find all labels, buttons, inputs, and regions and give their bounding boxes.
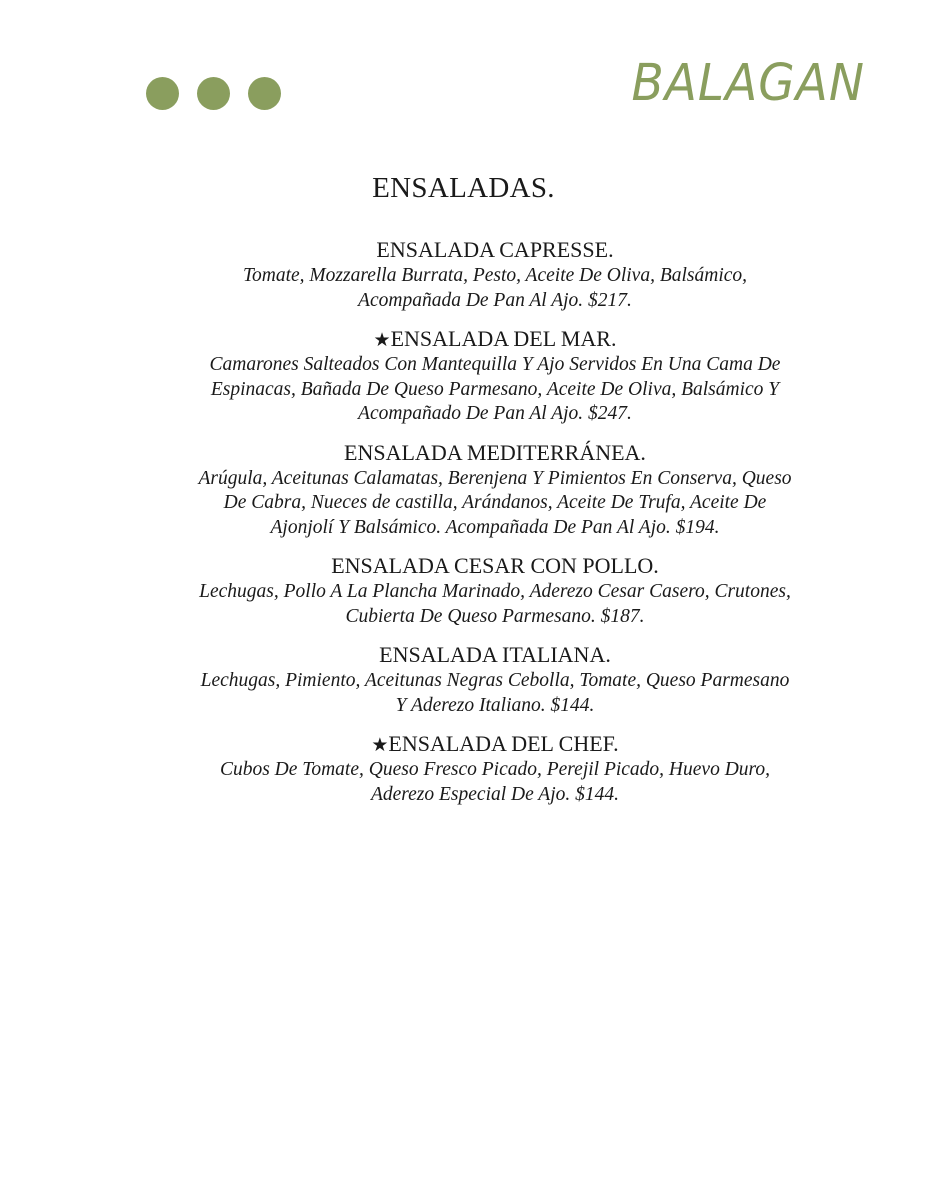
menu-item bbox=[195, 731, 795, 807]
menu-item-description: Camarones Salteados Con Mantequilla Y Ajo Servidos En Una Cama De Espinacas, Bañada De Queso Parmesano, Aceite De Oliva, Balsámico Y Acompañado De Pan Al Ajo. $247. bbox=[209, 354, 781, 424]
star-icon: ★ bbox=[371, 734, 389, 756]
menu-item-description: Lechugas, Pollo A La Plancha Marinado, Aderezo Cesar Casero, Crutones, Cubierta De Queso Parmesano. $187. bbox=[199, 581, 791, 627]
section-title: ENSALADAS. bbox=[372, 172, 555, 204]
menu-item bbox=[195, 642, 795, 718]
menu-item-name: ENSALADA CESAR CON POLLO. bbox=[331, 553, 659, 578]
dot-icon bbox=[197, 77, 230, 110]
menu-item bbox=[195, 326, 795, 427]
menu-item-description: Tomate, Mozzarella Burrata, Pesto, Aceite De Oliva, Balsámico, Acompañada De Pan Al Ajo. $217. bbox=[242, 265, 748, 311]
star-icon: ★ bbox=[373, 329, 391, 351]
menu-item-description: Cubos De Tomate, Queso Fresco Picado, Perejil Picado, Huevo Duro, Aderezo Especial De Ajo. $144. bbox=[219, 759, 771, 805]
menu-item-description: Arúgula, Aceitunas Calamatas, Berenjena Y Pimientos En Conserva, Queso De Cabra, Nueces de castilla, Arándanos, Aceite De Trufa, Aceite De Ajonjolí Y Balsámico. Acompañada De Pan Al Ajo. $194. bbox=[198, 467, 792, 538]
menu-item-name: ★ENSALADA DEL MAR. bbox=[373, 326, 617, 351]
decorative-dots bbox=[146, 77, 281, 110]
menu-item bbox=[195, 237, 795, 313]
menu-item-description: Lechugas, Pimiento, Aceitunas Negras Cebolla, Tomate, Queso Parmesano Y Aderezo Italiano. $144. bbox=[200, 670, 790, 716]
menu-item bbox=[195, 440, 795, 541]
menu-item-name: ★ENSALADA DEL CHEF. bbox=[371, 731, 619, 756]
dot-icon bbox=[146, 77, 179, 110]
menu-item bbox=[195, 553, 795, 629]
menu-item-name: ENSALADA MEDITERRÁNEA. bbox=[344, 439, 646, 465]
menu-item-name: ENSALADA ITALIANA. bbox=[379, 642, 611, 667]
menu-item-name: ENSALADA CAPRESSE. bbox=[376, 237, 614, 262]
brand-logo: BALAGAN bbox=[631, 53, 865, 114]
dot-icon bbox=[248, 77, 281, 110]
menu-list bbox=[195, 237, 795, 820]
